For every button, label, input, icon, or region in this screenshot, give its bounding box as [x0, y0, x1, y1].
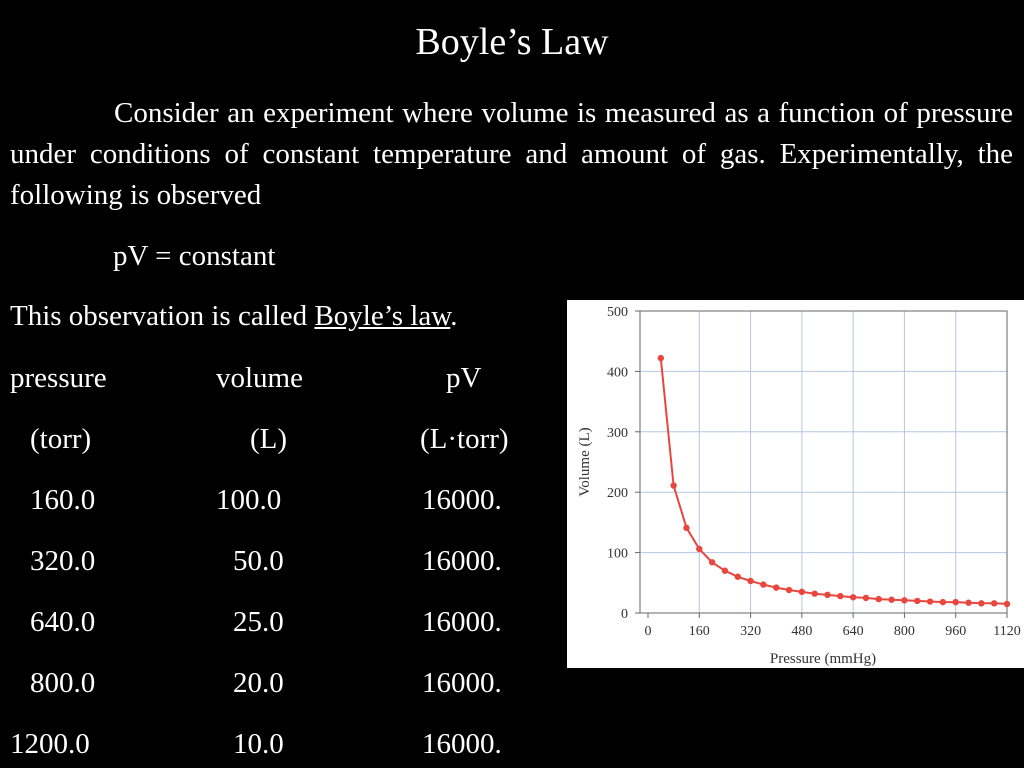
data-point	[940, 599, 946, 605]
data-point	[799, 589, 805, 595]
slide-title: Boyle’s Law	[415, 21, 609, 63]
boyle-chart-svg	[567, 300, 1024, 668]
data-point	[824, 592, 830, 598]
intro-text: Consider an experiment where volume is measured as a function of pressure under conditions of constant temperature and amount of gas. Experimentally, the following is observed	[10, 97, 1013, 211]
plot-frame	[640, 311, 1007, 613]
data-point	[722, 568, 728, 574]
data-point	[760, 581, 766, 587]
data-point	[709, 559, 715, 565]
row5-pv: 16000.	[422, 728, 502, 760]
row4-pressure: 800.0	[30, 667, 96, 699]
header-pressure: pressure	[10, 362, 107, 394]
y-tick-label: 200	[607, 486, 628, 502]
y-tick-label: 400	[607, 365, 628, 381]
x-tick-label: 480	[791, 624, 813, 639]
row3-pressure: 640.0	[30, 606, 96, 638]
row5-pressure: 1200.0	[10, 728, 90, 760]
y-tick-label: 0	[621, 607, 628, 622]
data-point	[850, 594, 856, 600]
row2-pv: 16000.	[422, 545, 502, 577]
data-point	[888, 597, 894, 603]
header-pv: pV	[446, 362, 482, 394]
header-volume: volume	[216, 362, 303, 394]
x-axis-label: Pressure (mmHg)	[769, 651, 877, 667]
x-tick-label: 1120	[993, 624, 1021, 639]
unit-pv: (L·torr)	[420, 423, 509, 455]
data-point	[927, 598, 933, 604]
data-point	[953, 599, 959, 605]
y-tick-label: 500	[607, 305, 628, 320]
y-tick-label: 300	[607, 425, 628, 441]
data-point	[786, 587, 792, 593]
x-tick-label: 320	[740, 624, 762, 639]
x-tick-label: 160	[688, 624, 710, 639]
data-point	[876, 596, 882, 602]
intro-paragraph	[10, 93, 1013, 216]
y-axis-label: Volume (L)	[577, 427, 593, 497]
data-point	[1004, 601, 1010, 607]
data-point	[965, 600, 971, 606]
row3-pv: 16000.	[422, 606, 502, 638]
data-point	[658, 355, 664, 361]
boyle-graph	[567, 300, 1024, 668]
data-point	[837, 593, 843, 599]
chart-ticks	[607, 305, 1021, 639]
data-point	[735, 574, 741, 580]
data-point	[914, 598, 920, 604]
y-tick-label: 100	[607, 546, 628, 562]
row2-pressure: 320.0	[30, 545, 96, 577]
equation: pV = constant	[113, 240, 276, 272]
data-point	[747, 578, 753, 584]
observation-line	[10, 298, 458, 334]
chart-grid	[640, 311, 1007, 613]
row2-volume: 50.0	[233, 545, 284, 577]
row4-volume: 20.0	[233, 667, 284, 699]
row1-pressure: 160.0	[30, 484, 96, 516]
chart-curve	[661, 358, 1007, 604]
data-point	[863, 595, 869, 601]
x-tick-label: 800	[893, 624, 915, 639]
data-point	[773, 584, 779, 590]
observation-suffix: .	[450, 300, 458, 332]
data-point	[811, 590, 817, 596]
row1-volume: 100.0	[216, 484, 282, 516]
x-tick-label: 0	[644, 624, 652, 639]
chart-points	[658, 355, 1011, 607]
data-point	[978, 600, 984, 606]
row1-pv: 16000.	[422, 484, 502, 516]
x-tick-label: 960	[945, 624, 967, 639]
unit-pressure: (torr)	[30, 423, 92, 455]
observation-prefix: This observation is called	[10, 300, 315, 332]
row5-volume: 10.0	[233, 728, 284, 760]
data-point	[696, 546, 702, 552]
row4-pv: 16000.	[422, 667, 502, 699]
x-tick-label: 640	[842, 624, 864, 639]
data-point	[670, 482, 676, 488]
data-point	[901, 597, 907, 603]
data-point	[991, 600, 997, 606]
row3-volume: 25.0	[233, 606, 284, 638]
unit-volume: (L)	[250, 423, 288, 455]
data-point	[683, 525, 689, 531]
boyles-law-term: Boyle’s law	[314, 300, 451, 332]
